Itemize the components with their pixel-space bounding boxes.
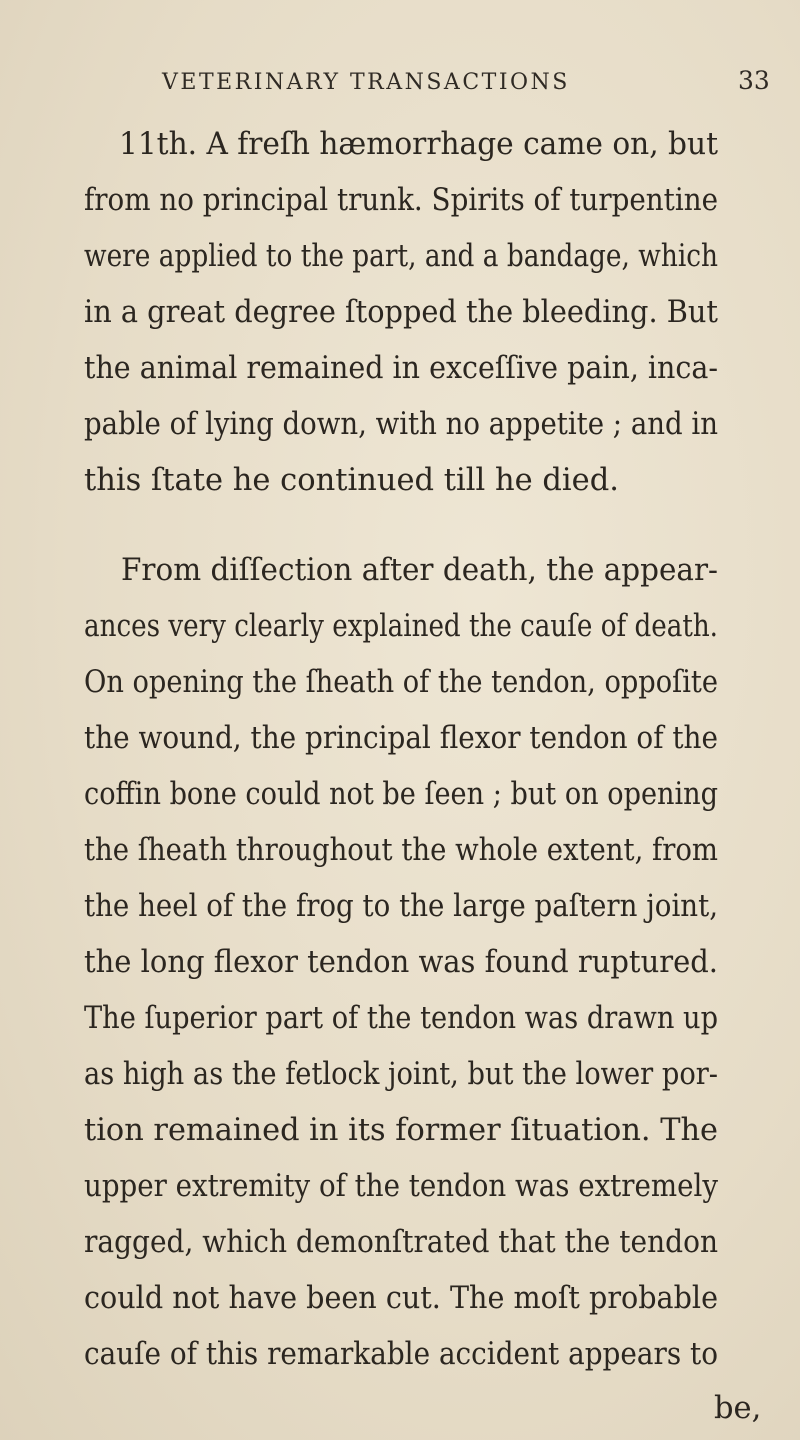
text-line: from no principal trunk. Spirits of turpentine [84, 183, 718, 218]
text-line: as high as the fetlock joint, but the lower por- [84, 1057, 718, 1092]
text-line: could not have been cut. The moſt probable [84, 1281, 718, 1316]
text-line: From diſſection after death, the appear- [121, 553, 718, 588]
text-line: ragged, which demonſtrated that the tendon [84, 1225, 718, 1260]
text-line: 11th. A freſh hæmorrhage came on, but [119, 127, 718, 162]
text-line: On opening the ſheath of the tendon, oppoſite [84, 665, 718, 700]
text-line: cauſe of this remarkable accident appears to [84, 1337, 718, 1372]
text-line: the ſheath throughout the whole extent, from [84, 833, 718, 868]
catchword: be, [714, 1391, 762, 1426]
text-line: the animal remained in exceſſive pain, inca- [84, 351, 718, 386]
text-line: pable of lying down, with no appetite ; and in [84, 407, 718, 442]
text-line: The ſuperior part of the tendon was drawn up [84, 1001, 718, 1036]
page-number: 33 [738, 66, 770, 95]
text-line: ances very clearly explained the cauſe of death. [84, 609, 718, 644]
text-line: the wound, the principal flexor tendon of the [84, 721, 718, 756]
text-line: were applied to the part, and a bandage, which [84, 239, 718, 274]
text-line: tion remained in its former ſituation. The [84, 1113, 718, 1148]
text-line: coffin bone could not be ſeen ; but on opening [84, 777, 718, 812]
text-line: the heel of the frog to the large paſtern joint, [84, 889, 718, 924]
text-line: upper extremity of the tendon was extremely [84, 1169, 718, 1204]
text-line: this ſtate he continued till he died. [84, 463, 619, 498]
text-line: the long flexor tendon was found ruptured. [84, 945, 718, 980]
text-line: in a great degree ſtopped the bleeding. But [84, 295, 718, 330]
running-head: VETERINARY TRANSACTIONS [162, 70, 570, 95]
